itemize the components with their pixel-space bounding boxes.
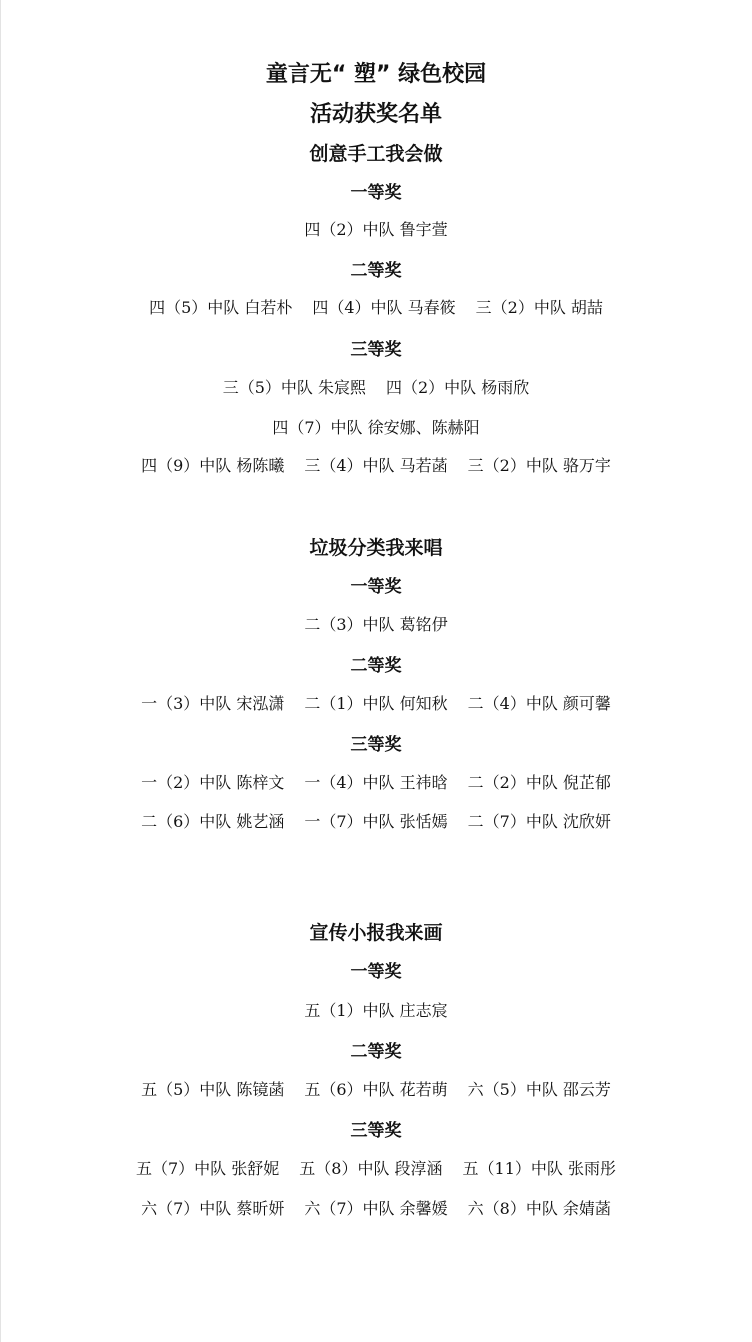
third-prize-row xyxy=(0,380,752,396)
first-prize-label: 一等奖 xyxy=(350,962,402,982)
award-entry: 六（5）中队 邵云芳 xyxy=(467,1080,611,1099)
award-entry: 二（2）中队 倪芷郁 xyxy=(467,773,611,792)
title-line-2: 活动获奖名单 xyxy=(309,102,442,127)
award-entry: 六（7）中队 余馨媛 xyxy=(304,1199,448,1218)
award-entry: 六（8）中队 余婧菡 xyxy=(467,1199,611,1218)
award-entry: 三（4）中队 马若菡 xyxy=(304,456,448,475)
award-entry: 三（2）中队 骆万宇 xyxy=(467,456,611,475)
third-prize-row xyxy=(0,1201,752,1217)
award-entry: 二（7）中队 沈欣妍 xyxy=(467,812,611,831)
third-prize-label: 三等奖 xyxy=(350,340,402,360)
award-entry: 五（5）中队 陈镜菡 xyxy=(141,1080,285,1099)
award-entry: 一（7）中队 张恬嫣 xyxy=(304,812,448,831)
award-entry: 五（11）中队 张雨彤 xyxy=(462,1159,616,1178)
second-prize-row xyxy=(0,696,752,712)
award-entry: 三（5）中队 朱宸熙 xyxy=(222,378,366,397)
third-prize-row xyxy=(0,458,752,474)
first-prize-label: 一等奖 xyxy=(350,183,402,203)
award-entry: 一（4）中队 王祎晗 xyxy=(304,773,448,792)
third-prize-row xyxy=(0,420,752,436)
award-entry: 二（4）中队 颜可馨 xyxy=(467,694,611,713)
first-prize-label: 一等奖 xyxy=(350,577,402,597)
award-entry: 四（7）中队 徐安娜、陈赫阳 xyxy=(272,418,480,437)
award-entry: 五（8）中队 段淳涵 xyxy=(299,1159,443,1178)
first-prize-row xyxy=(0,222,752,238)
first-prize-row xyxy=(0,1003,752,1019)
second-prize-row xyxy=(0,300,752,316)
second-prize-label: 二等奖 xyxy=(350,1042,402,1062)
award-entry: 三（2）中队 胡喆 xyxy=(475,298,603,317)
award-entry: 四（2）中队 杨雨欣 xyxy=(386,378,530,397)
third-prize-row xyxy=(0,1161,752,1177)
award-entry: 四（2）中队 鲁宇萱 xyxy=(304,220,448,239)
section-heading: 宣传小报我来画 xyxy=(309,922,443,944)
award-entry: 五（6）中队 花若萌 xyxy=(304,1080,448,1099)
award-entry: 一（3）中队 宋泓潇 xyxy=(141,694,285,713)
award-entry: 四（5）中队 白若朴 xyxy=(149,298,293,317)
second-prize-row xyxy=(0,1082,752,1098)
third-prize-label: 三等奖 xyxy=(350,735,402,755)
award-entry: 二（6）中队 姚艺涵 xyxy=(141,812,285,831)
second-prize-label: 二等奖 xyxy=(350,656,402,676)
third-prize-row xyxy=(0,814,752,830)
first-prize-row xyxy=(0,617,752,633)
award-entry: 二（3）中队 葛铭伊 xyxy=(304,615,448,634)
section-heading: 垃圾分类我来唱 xyxy=(309,537,443,559)
second-prize-label: 二等奖 xyxy=(350,261,402,281)
section-heading: 创意手工我会做 xyxy=(309,143,443,165)
third-prize-label: 三等奖 xyxy=(350,1121,402,1141)
third-prize-row xyxy=(0,775,752,791)
title-line-1: 童言无“ 塑” 绿色校园 xyxy=(265,62,487,87)
award-entry: 四（4）中队 马春筱 xyxy=(312,298,456,317)
award-entry: 五（1）中队 庄志宸 xyxy=(304,1001,448,1020)
award-entry: 四（9）中队 杨陈曦 xyxy=(141,456,285,475)
award-entry: 五（7）中队 张舒妮 xyxy=(135,1159,280,1178)
award-entry: 二（1）中队 何知秋 xyxy=(304,694,448,713)
award-entry: 六（7）中队 蔡昕妍 xyxy=(141,1199,285,1218)
award-entry: 一（2）中队 陈梓文 xyxy=(141,773,285,792)
